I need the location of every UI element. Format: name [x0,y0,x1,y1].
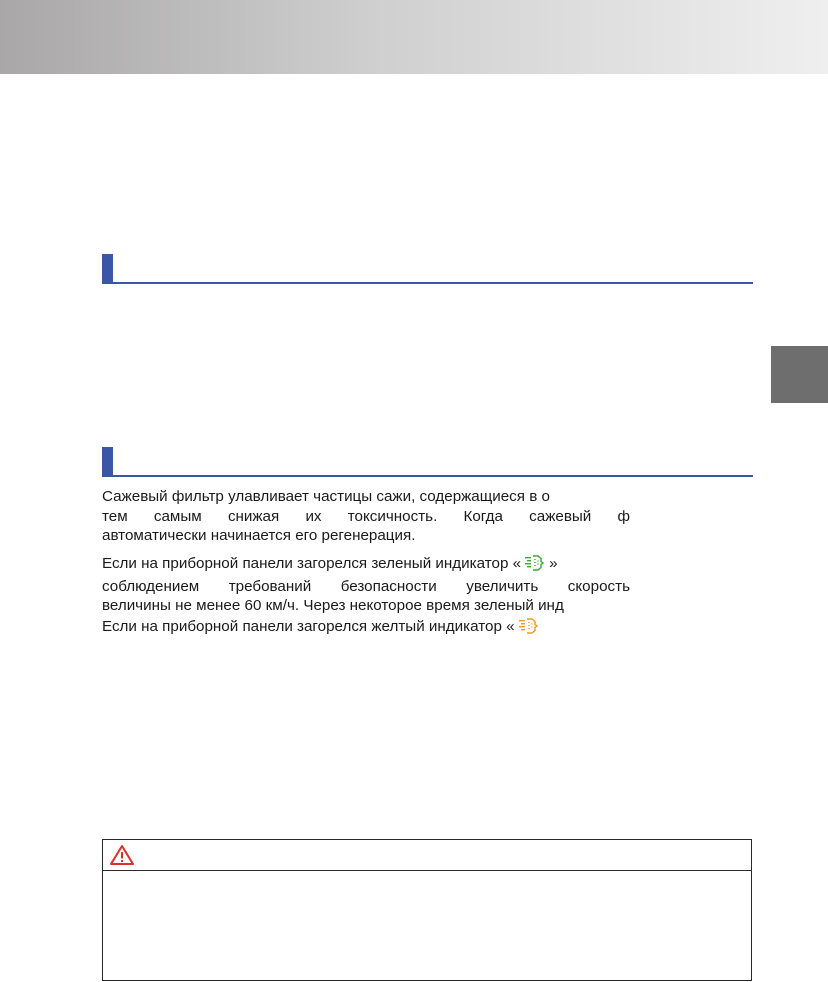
dpf-yellow-indicator-icon [518,616,540,640]
section-heading-1 [102,254,753,284]
text-fragment: » [549,555,558,572]
text-fragment: Если на приборной панели загорелся желтый индикатор « [102,617,515,635]
paragraph-dpf-description [102,487,630,546]
page-header-bar [0,0,828,74]
section-heading-2 [102,447,753,477]
text-fragment: Если на приборной панели загорелся зеленый индикатор « [102,555,522,572]
paragraph-indicator-instructions [102,553,630,639]
chapter-side-tab[interactable] [771,346,828,403]
text-line: Сажевый фильтр улавливает частицы сажи, содержащиеся в о [102,488,550,505]
warning-triangle-icon [109,844,135,871]
text-line [102,553,630,577]
section-marker [102,254,113,282]
text-line: соблюдением требований безопасности увеличить скорость [102,577,630,595]
text-line [102,616,630,640]
section-marker [102,447,113,475]
dpf-green-indicator-icon [524,553,546,577]
text-line: тем самым снижая их токсичность. Когда сажевый ф [102,507,630,525]
text-line: автоматически начинается его регенерация. [102,527,416,544]
text-line: величины не менее 60 км/ч. Через некоторое время зеленый инд [102,597,564,614]
warning-box [102,839,752,981]
warning-header [103,840,751,871]
